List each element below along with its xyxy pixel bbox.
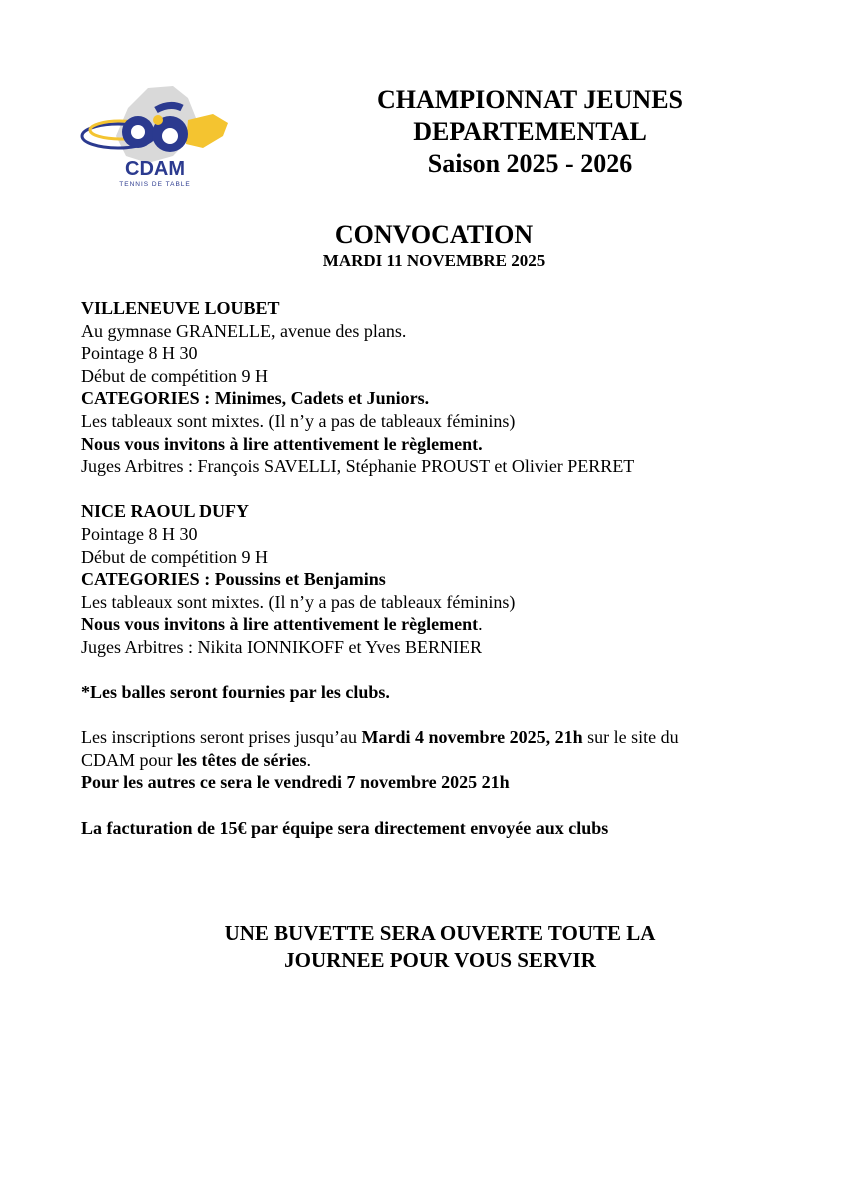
tableaux-mixtes: Les tableaux sont mixtes. (Il n’y a pas de tableaux féminins) bbox=[81, 591, 516, 612]
reglement-notice: Nous vous invitons à lire attentivement le règlement. bbox=[81, 433, 483, 454]
reglement-text: Nous vous invitons à lire attentivement le règlement bbox=[81, 614, 479, 635]
season: Saison 2025 - 2026 bbox=[427, 149, 633, 178]
venue-villeneuve-loubet bbox=[81, 297, 781, 478]
venue-address: Au gymnase GRANELLE, avenue des plans. bbox=[81, 320, 407, 341]
categories: CATEGORIES : Minimes, Cadets et Juniors. bbox=[81, 388, 430, 409]
document-body bbox=[81, 297, 781, 839]
inscriptions-text: CDAM pour bbox=[81, 749, 178, 770]
inscriptions-deadline: Mardi 4 novembre 2025, 21h bbox=[361, 727, 583, 748]
inscriptions-notice bbox=[81, 726, 781, 794]
pointage: Pointage 8 H 30 bbox=[81, 523, 198, 544]
buvette-line-2: JOURNEE POUR VOUS SERVIR bbox=[284, 948, 596, 972]
venue-nice-raoul-dufy bbox=[81, 500, 781, 658]
buvette-line-1: UNE BUVETTE SERA OUVERTE TOUTE LA bbox=[224, 921, 656, 945]
inscriptions-autres: Pour les autres ce sera le vendredi 7 novembre 2025 21h bbox=[81, 772, 510, 793]
convocation-title: CONVOCATION bbox=[334, 220, 534, 249]
title-line-1: CHAMPIONNAT JEUNES bbox=[376, 85, 683, 114]
championship-title bbox=[340, 84, 720, 180]
juges-arbitres: Juges Arbitres : Nikita IONNIKOFF et Yves BERNIER bbox=[81, 636, 483, 657]
reglement-period: . bbox=[478, 614, 483, 635]
logo-subtitle: TENNIS DE TABLE bbox=[119, 181, 191, 188]
reglement-notice bbox=[81, 613, 781, 636]
logo-name: CDAM bbox=[125, 158, 185, 180]
spacer bbox=[81, 478, 781, 501]
title-line-2: DEPARTEMENTAL bbox=[413, 117, 647, 146]
cdam-logo-icon bbox=[78, 78, 233, 196]
buvette-notice bbox=[150, 920, 730, 974]
spacer bbox=[81, 794, 781, 817]
inscriptions-period: . bbox=[306, 749, 311, 770]
categories: CATEGORIES : Poussins et Benjamins bbox=[81, 569, 386, 590]
juges-arbitres: Juges Arbitres : François SAVELLI, Stéphanie PROUST et Olivier PERRET bbox=[81, 456, 635, 477]
spacer bbox=[81, 659, 781, 682]
venue-name: NICE RAOUL DUFY bbox=[81, 501, 250, 522]
tetes-de-series: les têtes de séries bbox=[177, 749, 307, 770]
inscriptions-text: Les inscriptions seront prises jusqu’au bbox=[81, 727, 362, 748]
balles-notice: *Les balles seront fournies par les clubs. bbox=[81, 682, 390, 703]
inscriptions-text: sur le site du bbox=[582, 727, 679, 748]
debut-competition: Début de compétition 9 H bbox=[81, 546, 268, 567]
cdam-logo bbox=[78, 78, 233, 196]
tableaux-mixtes: Les tableaux sont mixtes. (Il n’y a pas de tableaux féminins) bbox=[81, 410, 516, 431]
convocation-date: MARDI 11 NOVEMBRE 2025 bbox=[322, 251, 546, 270]
convocation-heading bbox=[200, 220, 668, 272]
pointage: Pointage 8 H 30 bbox=[81, 343, 198, 364]
venue-name: VILLENEUVE LOUBET bbox=[81, 298, 280, 318]
debut-competition: Début de compétition 9 H bbox=[81, 365, 268, 386]
facturation-notice: La facturation de 15€ par équipe sera directement envoyée aux clubs bbox=[81, 817, 609, 838]
spacer bbox=[81, 704, 781, 727]
